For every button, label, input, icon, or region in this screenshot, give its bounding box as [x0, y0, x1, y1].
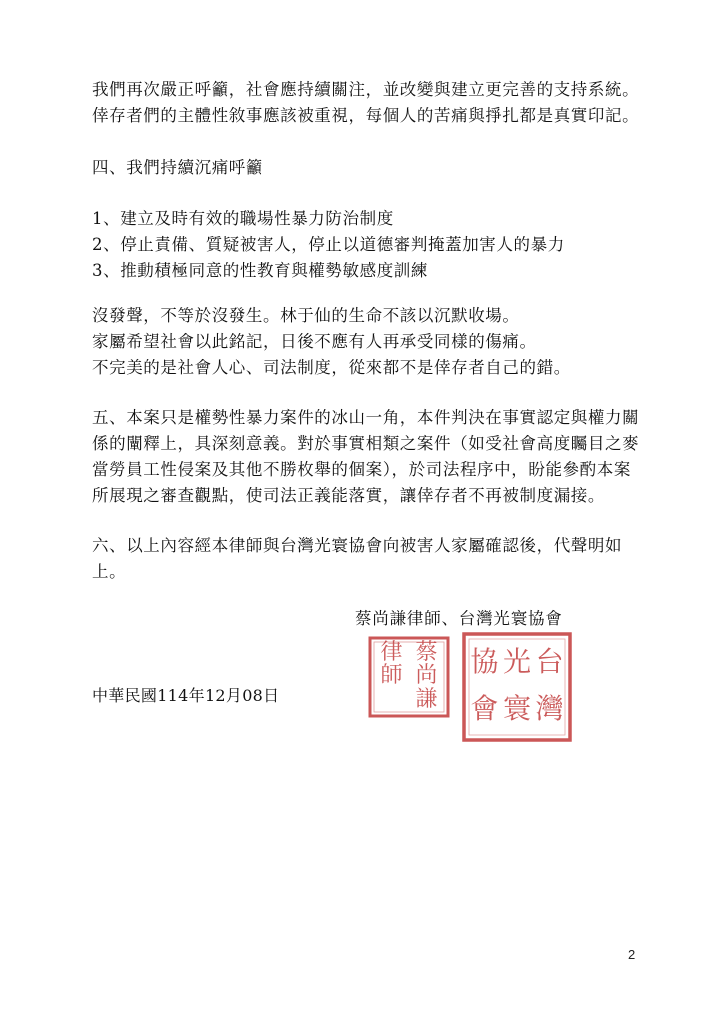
seal-character: 謙 — [415, 686, 438, 712]
lawyer-seal-stamp — [368, 636, 450, 718]
paragraph-line: 家屬希望社會以此銘記，日後不應有人再承受同樣的傷痛。 — [92, 332, 537, 351]
seal-character: 台 — [535, 645, 564, 678]
seal-character: 尚 — [415, 663, 438, 689]
paragraph-line: 我們再次嚴正呼籲，社會應持續關注，並改變與建立更完善的支持系統。 — [92, 80, 640, 99]
paragraph-line: 所展現之審查觀點，使司法正義能落實，讓倖存者不再被制度漏接。 — [92, 486, 605, 505]
seal-character: 灣 — [535, 692, 564, 725]
paragraph-line: 五、本案只是權勢性暴力案件的冰山一角，本件判決在事實認定與權力關 — [92, 408, 640, 427]
seal-character — [374, 689, 409, 712]
paragraph-line: 係的闡釋上，具深刻意義。對於事實相類之案件（如受社會高度矚目之麥 — [92, 434, 640, 453]
list-item: 1、建立及時有效的職場性暴力防治制度 — [92, 209, 394, 228]
paragraph-line: 六、以上內容經本律師與台灣光寰協會向被害人家屬確認後，代聲明如 — [92, 536, 623, 555]
seal-character: 協 — [470, 645, 499, 678]
lawyer-seal-characters — [368, 636, 450, 718]
seal-character: 師 — [380, 663, 403, 689]
list-item: 2、停止責備、質疑被害人，停止以道德審判掩蓋加害人的暴力 — [92, 235, 565, 254]
seal-character: 光 — [502, 645, 531, 678]
paragraph-line: 當勞員工性侵案及其他不勝枚舉的個案），於司法程序中，盼能參酌本案 — [92, 460, 631, 479]
section-heading: 四、我們持續沉痛呼籲 — [92, 158, 263, 177]
document-date: 中華民國114年12月08日 — [92, 686, 280, 705]
association-seal-characters — [462, 632, 572, 742]
seal-character: 會 — [470, 692, 499, 725]
seal-character: 寰 — [502, 692, 531, 725]
paragraph-line: 沒發聲，不等於沒發生。林于仙的生命不該以沉默收場。 — [92, 306, 520, 325]
page-number: 2 — [628, 947, 636, 962]
list-item: 3、推動積極同意的性教育與權勢敏感度訓練 — [92, 261, 428, 280]
association-seal-stamp — [462, 632, 572, 742]
seal-character: 律 — [380, 640, 403, 665]
paragraph-line: 不完美的是社會人心、司法制度，從來都不是倖存者自己的錯。 — [92, 358, 571, 377]
signature-line: 蔡尚謙律師、台灣光寰協會 — [355, 609, 563, 628]
paragraph-line: 上。 — [92, 562, 127, 581]
seal-character: 蔡 — [415, 640, 438, 665]
paragraph-line: 倖存者們的主體性敘事應該被重視，每個人的苦痛與掙扎都是真實印記。 — [92, 106, 640, 125]
